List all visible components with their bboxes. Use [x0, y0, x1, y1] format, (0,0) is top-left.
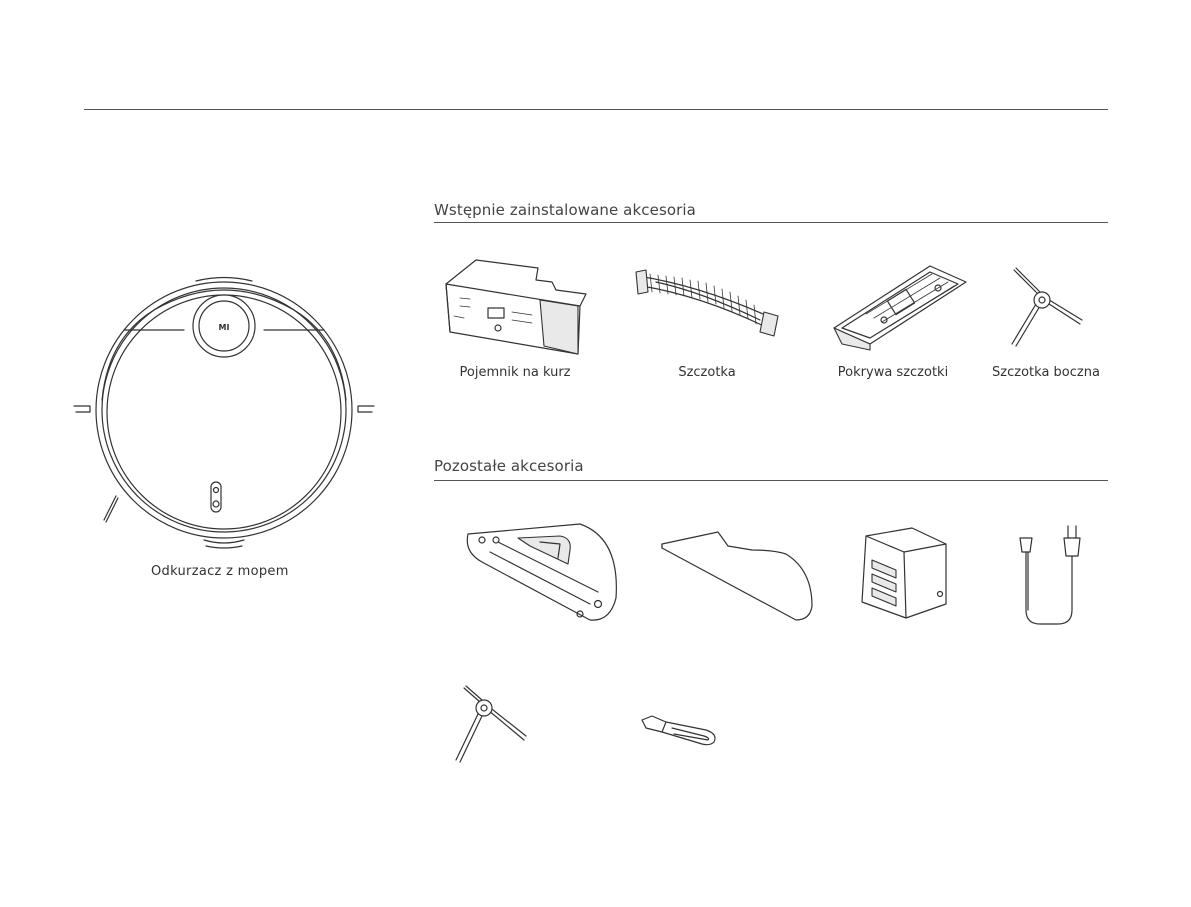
- brush-cover-icon: [826, 258, 976, 353]
- dust-bin-icon: [440, 254, 590, 359]
- power-cord-icon: [1014, 520, 1094, 630]
- main-brush-icon: [632, 262, 782, 342]
- mop-bracket-icon: [460, 518, 620, 626]
- mop-pad-icon: [656, 526, 816, 624]
- robot-label: Odkurzacz z mopem: [151, 564, 289, 579]
- robot-logo: MI: [218, 323, 230, 332]
- other-title: Pozostałe akcesoria: [434, 457, 584, 475]
- other-divider: [434, 480, 1108, 481]
- cleaning-tool-icon: [638, 710, 718, 750]
- preinstalled-item-label: Szczotka: [678, 365, 736, 380]
- preinstalled-divider: [434, 222, 1108, 223]
- preinstalled-title: Wstępnie zainstalowane akcesoria: [434, 201, 696, 219]
- side-brush-icon: [996, 264, 1096, 350]
- top-divider: [84, 109, 1108, 110]
- preinstalled-item-label: Szczotka boczna: [992, 365, 1100, 380]
- charging-dock-icon: [852, 522, 952, 622]
- preinstalled-item-label: Pokrywa szczotki: [837, 365, 949, 380]
- robot-vacuum-icon: [84, 270, 364, 550]
- preinstalled-item-label: Pojemnik na kurz: [459, 365, 571, 380]
- side-brush-icon: [448, 684, 538, 766]
